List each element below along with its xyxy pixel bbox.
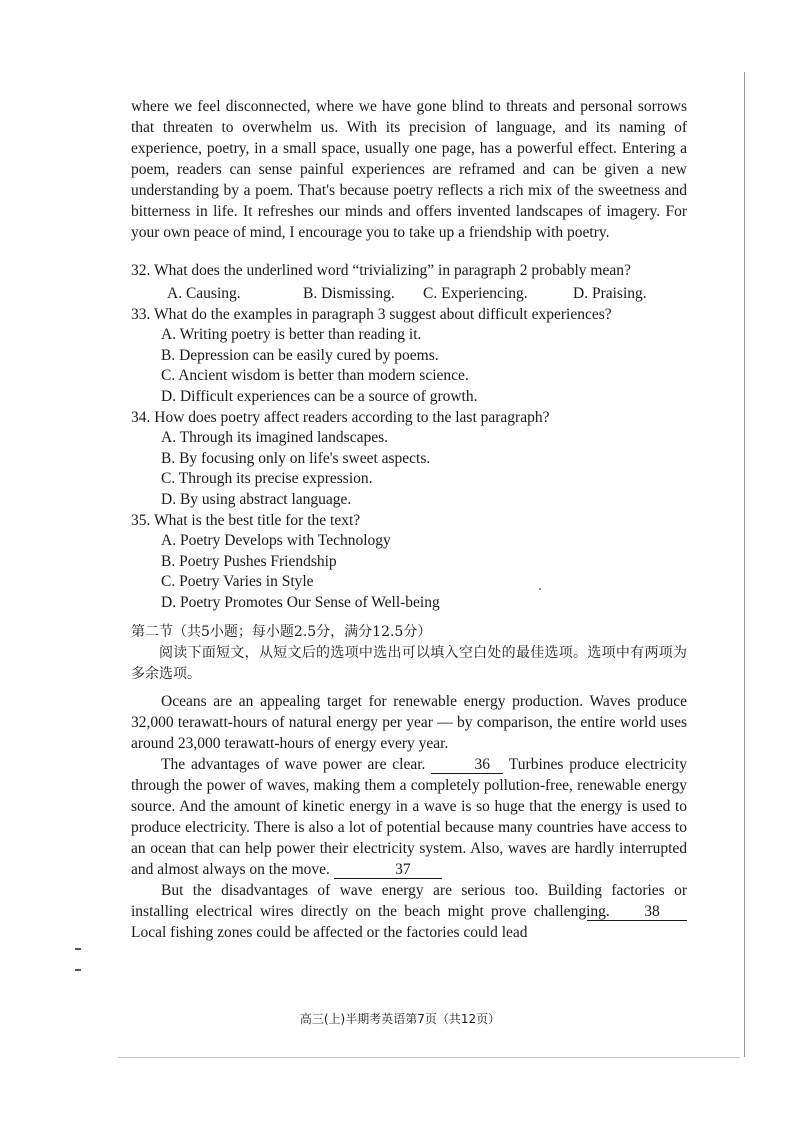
option-b[interactable]: B. By focusing only on life's sweet aspects.: [161, 449, 431, 467]
cloze-paragraph-3: [131, 880, 687, 943]
cloze-paragraph-1: Oceans are an appealing target for renewable energy production. Waves produce 32,000 terawatt-hours of natural energy per year — by comparison, the entire world uses around 23,000 terawatt-hours of energy every year.: [131, 693, 687, 752]
option-d[interactable]: D. Poetry Promotes Our Sense of Well-being: [161, 593, 440, 611]
option-a[interactable]: A. Causing.: [167, 285, 241, 302]
option-a[interactable]: A. Through its imagined landscapes.: [161, 429, 389, 446]
cloze-text: The advantages of wave power are clear.: [161, 756, 426, 773]
page-content: [131, 96, 687, 943]
question-stem: 35. What is the best title for the text?: [131, 512, 361, 529]
question-32: [131, 260, 687, 304]
passage-paragraph: where we feel disconnected, where we have gone blind to threats and personal sorrows that threaten to overwhelm us. With its precision of language, and its naming of experience, poetry, in a small space, usually one page, has a powerful effect. Entering a poem, readers can sense painful experiences are reframed and can be given a new understanding by a poem. That's because poetry reflects a rich mix of the sweetness and bitterness in life. It refreshes our minds and offers invented landscapes of imagery. For your own peace of mind, I encourage you to take up a friendship with poetry.: [131, 98, 687, 241]
scan-speck: [539, 588, 541, 590]
margin-rule: [744, 72, 745, 1057]
question-stem: 34. How does poetry affect readers according to the last paragraph?: [131, 409, 550, 426]
footer-divider: [118, 1057, 740, 1058]
cloze-text: Turbines produce electricity through the power of waves, making them a completely pollution-free, renewable energy source. And the amount of kinetic energy in a wave is so huge that the energy is used to produce electricity. There is also a lot of potential because many countries have access to an ocean that can help power their electricity system. Also, waves are hardly interrupted and almost always on the move.: [131, 756, 688, 878]
question-34: [131, 407, 687, 510]
question-33: [131, 304, 687, 407]
question-stem: 32. What does the underlined word “trivializing” in paragraph 2 probably mean?: [131, 262, 631, 279]
option-a[interactable]: A. Writing poetry is better than reading it.: [161, 326, 422, 343]
option-c[interactable]: C. Experiencing.: [423, 285, 528, 302]
section-heading: 第二节（共5小题；每小题2.5分，满分12.5分）: [131, 624, 432, 640]
blank-36[interactable]: 36: [431, 757, 503, 774]
option-b[interactable]: B. Depression can be easily cured by poems.: [161, 346, 439, 364]
cloze-text: Local fishing zones could be affected or the factories could lead: [131, 924, 528, 941]
option-b[interactable]: B. Poetry Pushes Friendship: [161, 552, 337, 570]
option-row: [131, 283, 687, 304]
cloze-text: But the disadvantages of wave energy are serious too. Building factories or installing electrical wires directly on the beach might prove challenging.: [131, 882, 687, 920]
blank-37[interactable]: 37: [334, 862, 442, 879]
blank-38[interactable]: 38: [587, 904, 687, 921]
option-d[interactable]: D. By using abstract language.: [161, 490, 352, 508]
option-d[interactable]: D. Praising.: [573, 285, 647, 302]
scan-mark: [75, 969, 81, 971]
scan-mark: [75, 948, 81, 950]
page-footer: 高三(上)半期考英语第7页（共12页）: [299, 1012, 501, 1026]
option-c[interactable]: C. Ancient wisdom is better than modern science.: [161, 367, 469, 384]
option-c[interactable]: C. Through its precise expression.: [161, 470, 373, 487]
option-a[interactable]: A. Poetry Develops with Technology: [161, 532, 391, 549]
question-35: [131, 510, 687, 613]
question-stem: 33. What do the examples in paragraph 3 suggest about difficult experiences?: [131, 306, 612, 323]
option-d[interactable]: D. Difficult experiences can be a source of growth.: [161, 387, 478, 405]
option-b[interactable]: B. Dismissing.: [303, 285, 395, 302]
section-instruction: 阅读下面短文，从短文后的选项中选出可以填入空白处的最佳选项。选项中有两项为多余选项。: [131, 645, 687, 682]
cloze-paragraph-2: [131, 754, 687, 880]
option-c[interactable]: C. Poetry Varies in Style: [161, 573, 314, 590]
